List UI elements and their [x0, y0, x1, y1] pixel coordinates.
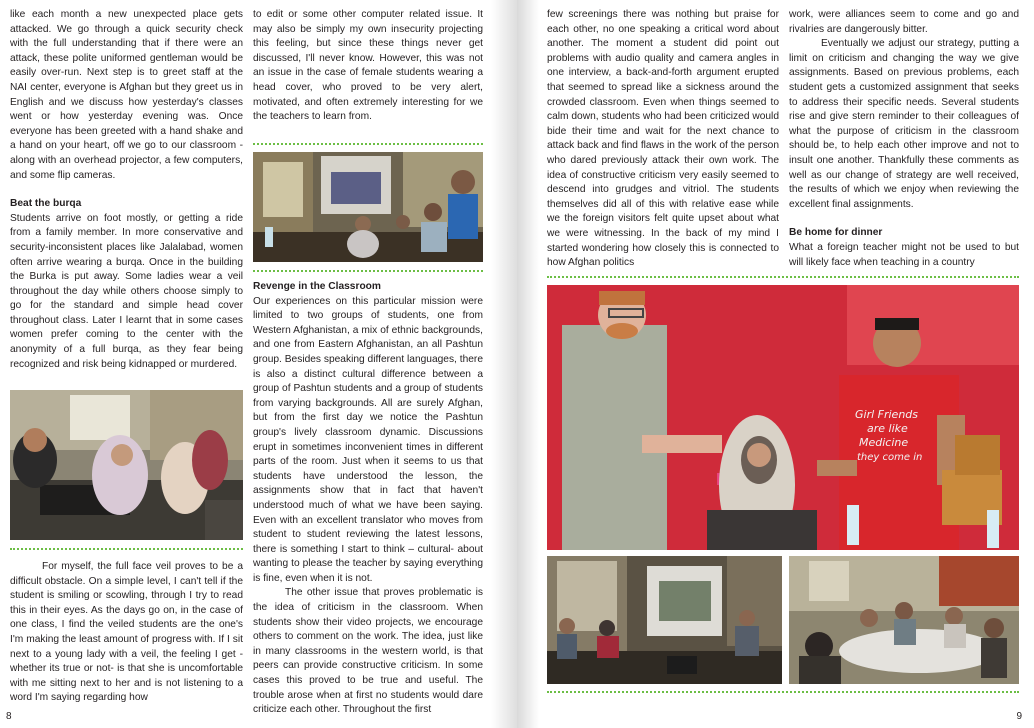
dotted-divider: [547, 276, 1019, 278]
page-number-right: 9: [1016, 711, 1022, 722]
right-column-2: [789, 8, 1019, 270]
dotted-divider: [253, 143, 483, 145]
section-heading: Be home for dinner: [789, 227, 883, 239]
teachers-with-student-photo: [547, 285, 1019, 550]
page-number-left: 8: [6, 711, 12, 722]
class-screening-photo: [547, 556, 782, 684]
shirt-text: Medicine: [859, 436, 909, 449]
left-column-1: [10, 8, 243, 372]
classroom-women-photo: [10, 390, 243, 540]
dotted-divider: [253, 270, 483, 272]
paragraph: Students arrive on foot mostly, or getting a ride from a family member. In more conservative and security-inconsistent places like Jalalabad, women often arrive wearing a burqa. Once in the building the Burka is put away. Some ladies wear a veil throughout the day while others choose simply to go for the standard and simple head cover throughout class. Later I learnt that in some cases women prefer coming to the center with the anonymity of a full burqa, as they fear being recognized and risk being kidnapped or murdered.: [10, 212, 243, 370]
right-column-1: [547, 8, 779, 271]
paragraph: For myself, the full face veil proves to be a difficult obstacle. On a simple level, I can't tell if the student is smiling or scowling, through I try to read this in their eyes. As the days go on, in the case of one class, I find the veiled students are the one's I'm making the least amount of progress with. If I sit next to a young lady with a veil, the feeling I get - whether its true or not- is that she is uncomfortable with me sitting next to her and is not listening to a word I'm saying regarding how: [10, 561, 243, 704]
dotted-divider: [547, 691, 1019, 693]
shirt-text: are like: [867, 422, 908, 435]
classroom-projector-photo: [253, 152, 483, 262]
paragraph: What a foreign teacher might not be used to but will likely face when teaching in a country: [789, 241, 1019, 268]
paragraph: Eventually we adjust our strategy, putting a limit on criticism and changing the way we give assignments. Based on previous problems, each student gets a customized assignment that seeks to address their specific needs. Several students rise and give stern reminder to their colleagues of what the purpose of criticism in the classroom should be, to help each other improve and not to insult one another. Thankfully these comments as well as our change of strategy are well received, the results of which we enjoy when reviewing the excellent final assignments.: [789, 38, 1019, 210]
left-column-2-bottom: [253, 280, 483, 718]
group-table-photo: [789, 556, 1019, 684]
dotted-divider: [10, 548, 243, 550]
shirt-text: Girl Friends: [855, 408, 919, 421]
section-heading: Beat the burqa: [10, 198, 82, 210]
paragraph: few screenings there was nothing but praise for each other, no one speaking a critical word about another. The moment a student did point out problems with audio quality and camera angles in one interview, a back-and-forth argument erupted that seemed to spread like a sickness around the crowded classroom. Even when things seemed to calm down, students who had been criticized would bide their time and wait for the next chance to attack back and find flaws in the work of the person who dared previously attack their own work. The idea of constructive criticism very easily seemed to descend into grudges and vitriol. The students themselves did all of this with relative ease while we the foreign visitors felt quite upset about what we were witnessing. In the back of my mind I started wondering how closely this is connected to how Afghan politics: [547, 9, 779, 269]
paragraph: Our experiences on this particular mission were limited to two groups of students, one from Western Afghanistan, a mix of ethnic backgrounds, and one from Eastern Afghanistan, an all Pashtun group. Besides speaking different languages, there is also a distinct cultural difference between a group of Pashtun students and a group of students from varying backgrounds. All are surely Afghan, but from the first day we notice the Pashtun group's lively classroom dynamic. Discussions erupt in sometimes inconvenient times in different parts of the room. Just when it seems to us that students have understood the lesson, the assignments show that in fact that haven't understood much of what we have been saying. Even with an excellent translator who moves from student to student reviewing the latest lessons, there is something I start to think – cultural- about wanting to please the teacher by saying everything is fine, even when it is not.: [253, 295, 483, 584]
paragraph: work, were alliances seem to come and go and rivalries are dangerously bitter.: [789, 9, 1019, 35]
paragraph: like each month a new unexpected place gets attacked. We go through a quick security check with the full understanding that if there were an attack, these polite uniformed gentleman would be easily over-run. Next step is to greet staff at the NAI center, everyone is Afghan but they greet us in English and we discuss how yesterday's classes went or how yesterday evening was. Once everyone has been greeted with a hand shake and a hand on your heart, off we go to our classroom - along with an overhead projector, a few computers, and some flip cameras.: [10, 9, 243, 181]
paragraph: to edit or some other computer related issue. It may also be simply my own insecurity projecting this feeling, but since these things never get discussed, I'll never know. However, this was not an issue in the case of female students wearing a head cover, who proved to be very alert, motivated, and often extremely interesting for we the teachers to learn from.: [253, 9, 483, 123]
left-column-1-bottom: [10, 560, 243, 706]
section-heading: Revenge in the Classroom: [253, 281, 381, 292]
left-column-2: [253, 8, 483, 125]
right-page: [517, 0, 1034, 728]
shirt-text: they come in: [857, 452, 923, 463]
paragraph: The other issue that proves problematic is the idea of criticism in the classroom. When students show their video projects, we encourage others to comment on the work. The idea, just like in many classrooms in the western world, is that peers can provide constructive criticism. In some cases this proved to be true and useful. The trouble arose when at first no students would dare criticize each other. Throughout the first: [253, 587, 483, 716]
